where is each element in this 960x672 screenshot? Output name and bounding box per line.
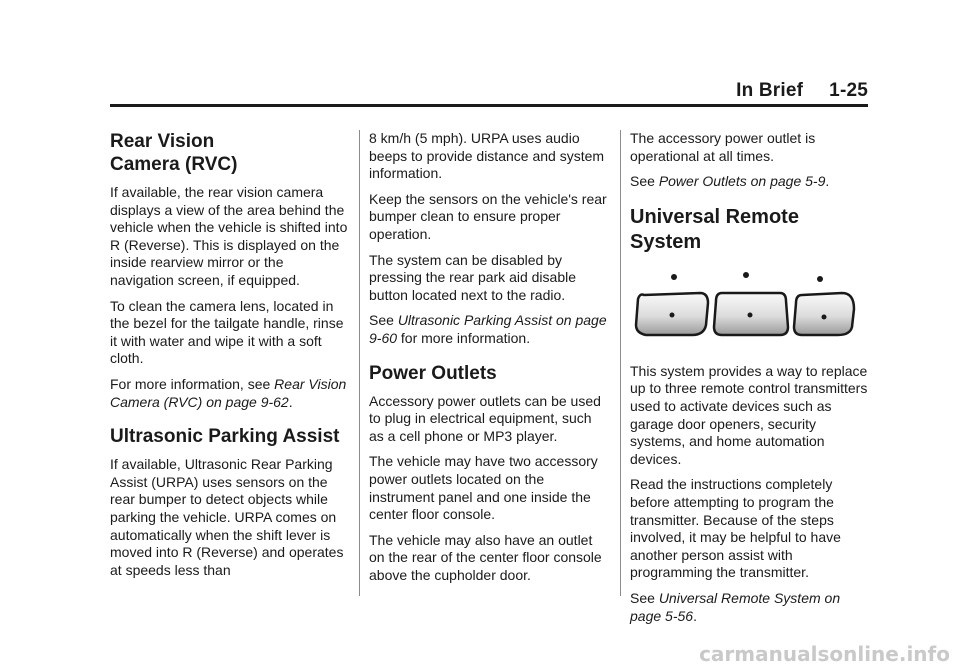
urs-paragraph-3 [630,590,868,625]
header-rule [110,104,868,107]
rvc-paragraph-2: To clean the camera lens, located in the bezel for the tailgate handle, rinse it with water and wipe it with a soft cloth. [110,297,344,367]
indicator-dot-1 [671,274,677,280]
upa-more-info-text: for more information. [397,329,531,346]
rvc-period: . [288,393,293,410]
page-number: 1-25 [829,80,868,101]
upa-see-text: See [369,312,398,329]
column-1 [110,130,350,587]
column-2 [369,130,609,592]
po-cross-reference[interactable]: Power Outlets on page 5-9 [658,173,826,190]
upa-paragraph-1-continued: 8 km/h (5 mph). URPA uses audio beeps to provide distance and system information. [369,130,605,182]
rvc-heading-line-2: Camera (RVC) [110,154,238,175]
rvc-cross-reference[interactable]: Rear Vision Camera (RVC) on page 9-62 [110,375,347,410]
rvc-see-text: For more information, see [110,375,275,392]
column-3 [630,130,868,633]
upa-paragraph-2: Keep the sensors on the vehicle's rear bumper clean to ensure proper operation. [369,190,607,242]
rvc-paragraph-1: If available, the rear vision camera displays a view of the area behind the vehicle when the vehicle is shifted into R (Reverse). This is displayed on the inside rearview mirror or the navigation screen, if equipped. [110,184,348,288]
upa-paragraph-1: If available, Ultrasonic Rear Parking Assist (URPA) uses sensors on the rear bumper to detect objects while parking the vehicle. URPA comes on automatically when the shift lever is moved into R (Reverse) and operates at speeds less than [110,456,344,578]
upa-heading: Ultrasonic Parking Assist [110,426,340,448]
po-heading: Power Outlets [369,362,497,384]
button-1-dot [670,312,675,317]
po-paragraph-1: Accessory power outlets can be used to plug in electrical equipment, such as a cell phone or MP3 player. [369,392,601,444]
po-paragraph-5 [630,173,868,191]
section-title: In Brief [736,80,804,101]
urs-see-text: See [630,589,659,606]
button-3-dot [822,314,827,319]
column-divider-2 [620,130,621,596]
site-watermark: carmanualsonline.info [699,642,950,666]
urs-paragraph-1: This system provides a way to replace up to three remote control transmitters used to activate devices such as garage door openers, security systems, and home automation devices. [630,362,868,467]
po-paragraph-4: The accessory power outlet is operational at all times. [630,130,816,164]
rvc-heading-line-1: Rear Vision [110,131,215,152]
urs-paragraph-2: Read the instructions completely before attempting to program the transmitter. Because of the steps involved, it may be helpful to have another person assist with programming the transmitter. [630,476,841,581]
indicator-dot-3 [817,276,823,282]
indicator-dot-2 [743,272,749,278]
po-see-text: See [630,173,659,190]
po-period: . [825,173,830,190]
remote-button-3 [794,293,854,335]
upa-cross-reference[interactable]: Ultrasonic Parking Assist on page 9-60 [369,312,607,346]
universal-remote-buttons-illustration [630,269,860,345]
upa-paragraph-4 [369,312,609,347]
page-header [736,80,868,102]
rvc-paragraph-3 [110,376,350,411]
urs-cross-reference[interactable]: Universal Remote System on page 5-56 [630,589,841,624]
column-divider-1 [359,130,360,596]
po-paragraph-3: The vehicle may also have an outlet on the rear of the center floor console above the cupholder door. [369,531,602,583]
urs-period: . [693,607,697,624]
po-paragraph-2: The vehicle may have two accessory power outlets located on the instrument panel and one inside the center floor console. [369,453,598,523]
button-2-dot [748,312,753,317]
urs-heading: Universal Remote System [630,205,799,253]
upa-paragraph-3: The system can be disabled by pressing the rear park aid disable button located next to the radio. [369,251,577,303]
rvc-heading [110,130,350,176]
